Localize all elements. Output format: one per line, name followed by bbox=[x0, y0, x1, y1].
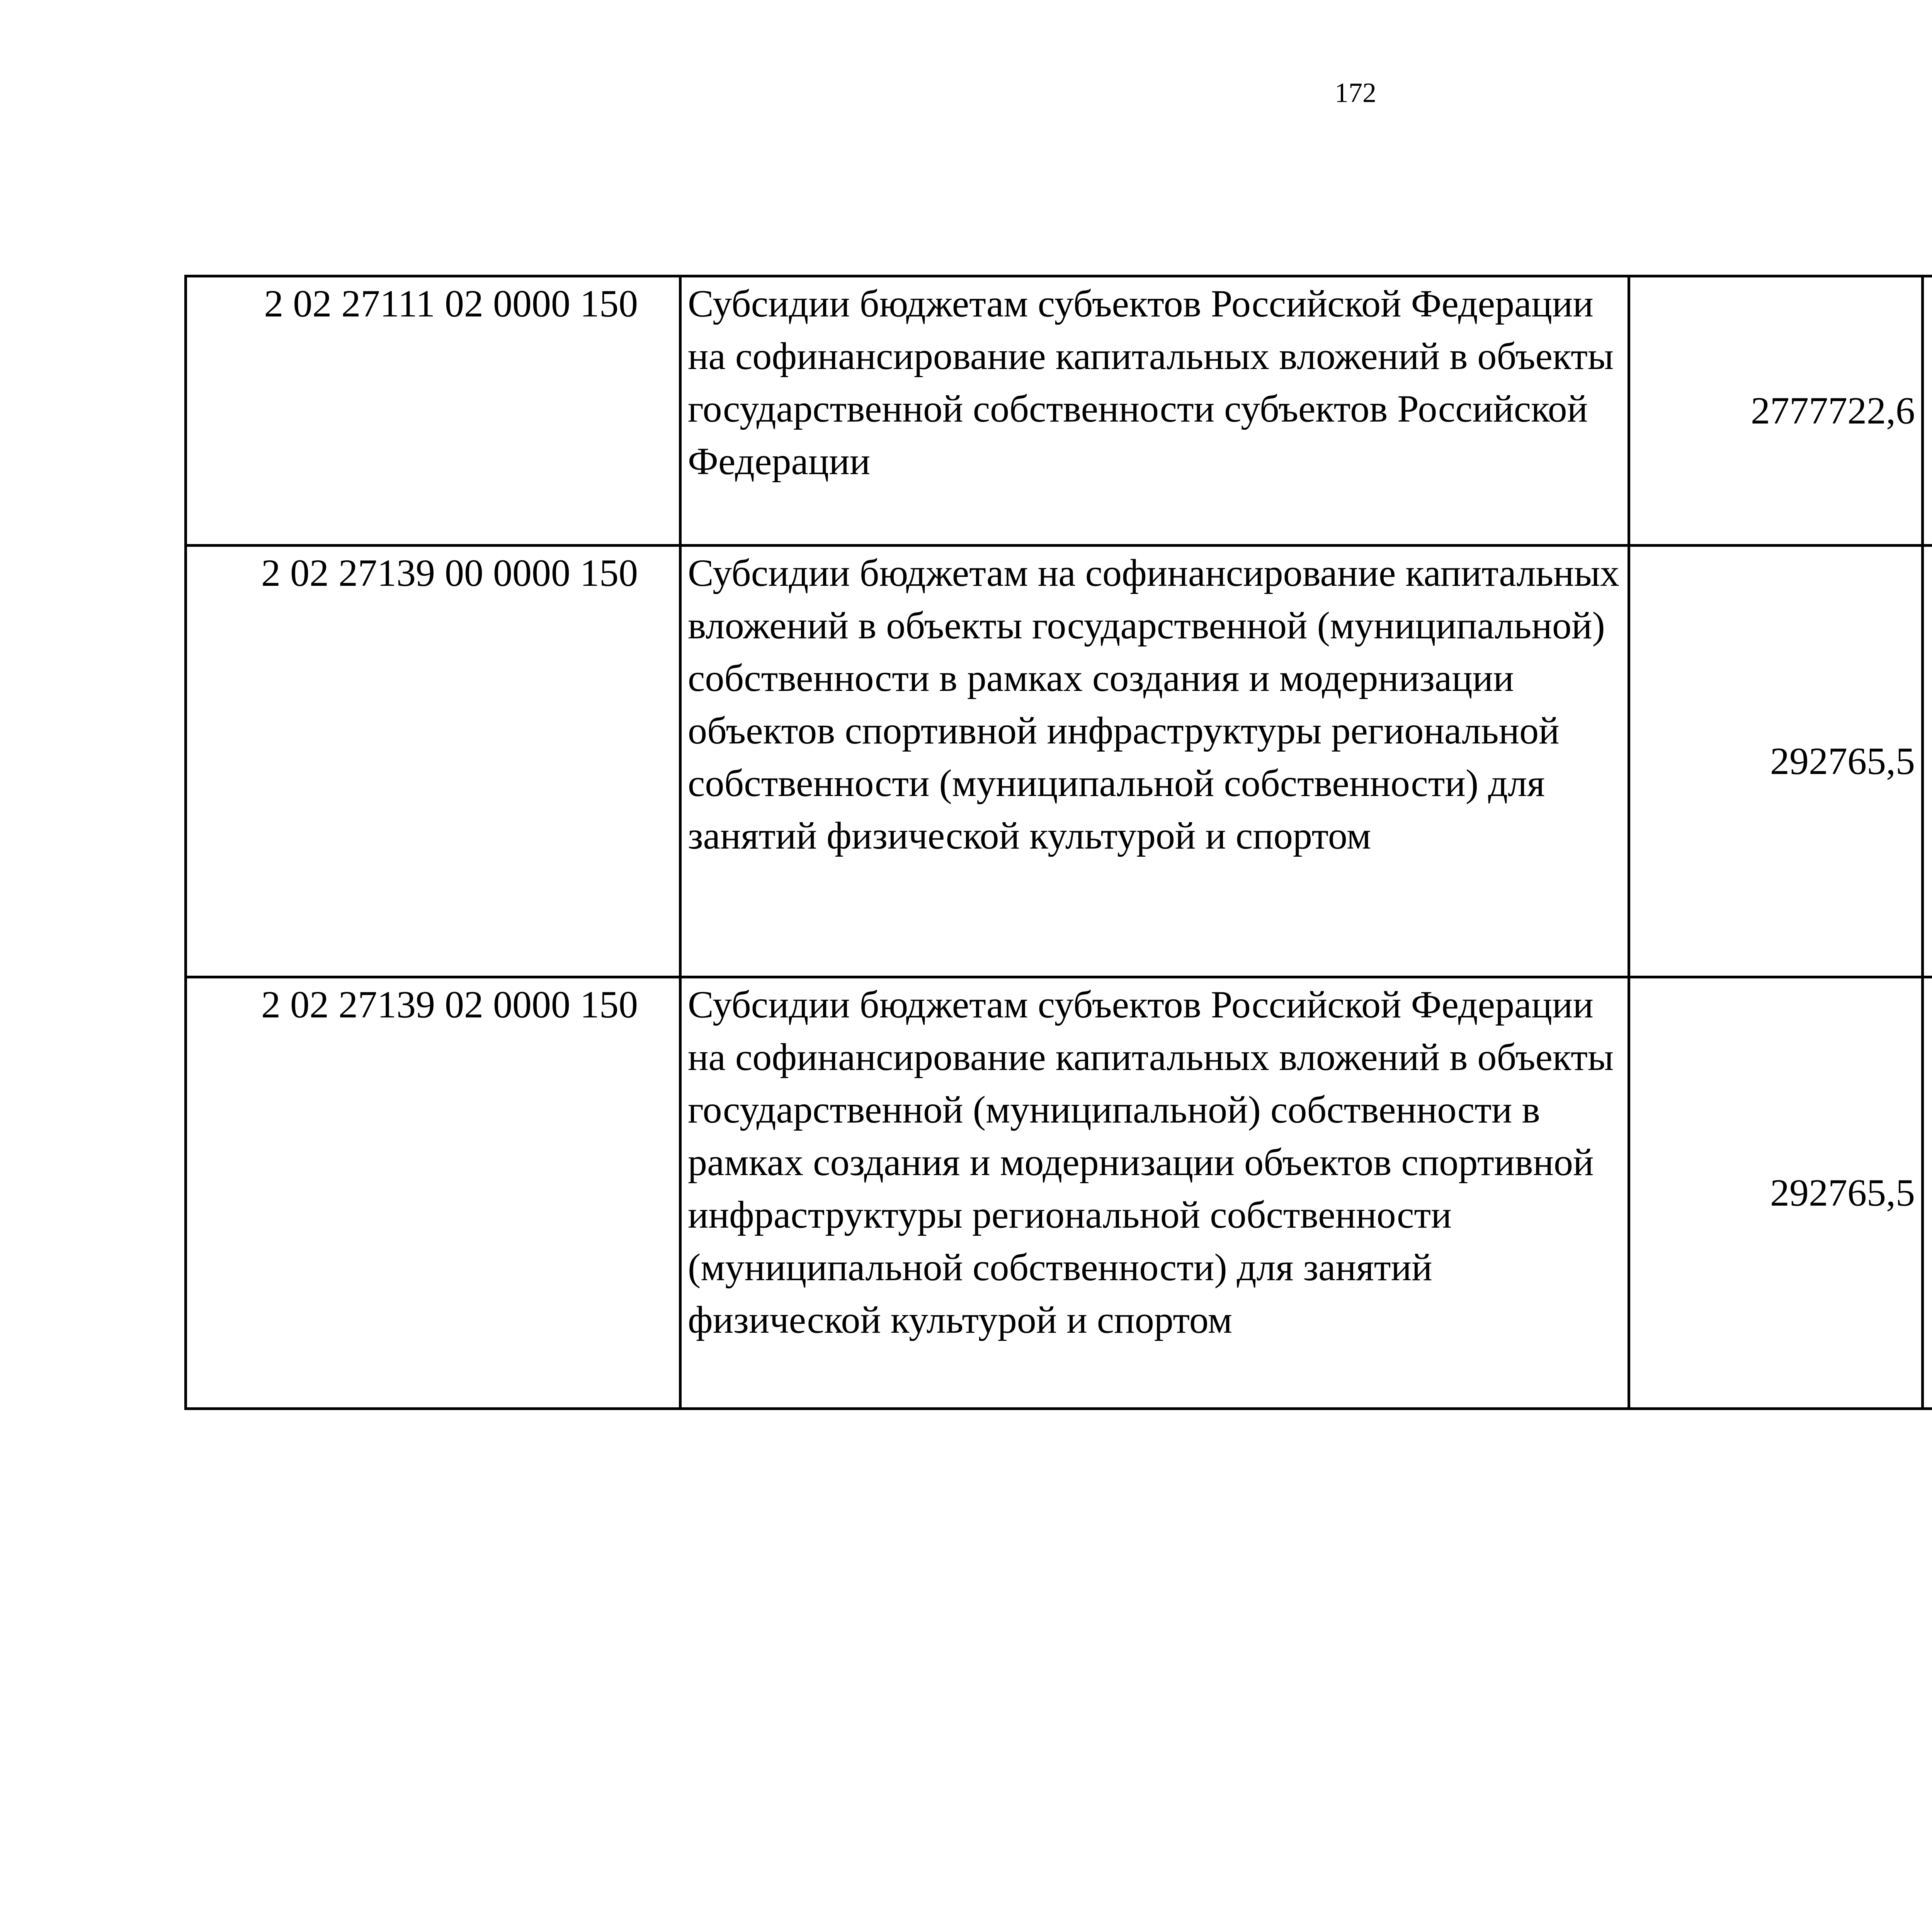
description-cell: Субсидии бюджетам субъектов Российской Федерации на софинансирование капитальных вложений в объекты государственной собственности субъектов Российской Федерации bbox=[680, 276, 1629, 546]
budget-code-cell: 2 02 27111 02 0000 150 bbox=[186, 276, 680, 546]
page-number: 172 bbox=[1335, 77, 1376, 108]
description-cell: Субсидии бюджетам на софинансирование капитальных вложений в объекты государственной (муниципальной) собственности в рамках создания и модернизации объектов спортивной инфраструктуры региональной собственности (муниципальной собственности) для занятий физической культурой и спортом bbox=[680, 546, 1629, 977]
value-cell-1: 292765,5 bbox=[1629, 546, 1923, 977]
table-row bbox=[186, 546, 1932, 977]
value-cell-1: 292765,5 bbox=[1629, 977, 1923, 1409]
table-row bbox=[186, 977, 1932, 1409]
budget-code-cell: 2 02 27139 02 0000 150 bbox=[186, 977, 680, 1409]
value-cell-2 bbox=[1923, 276, 1932, 546]
budget-table bbox=[184, 275, 1932, 1410]
description-cell: Субсидии бюджетам субъектов Российской Федерации на софинансирование капитальных вложений в объекты государственной (муниципальной) собственности в рамках создания и модернизации объектов спортивной инфраструктуры региональной собственности (муниципальной собственности) для занятий физической культурой и спортом bbox=[680, 977, 1629, 1409]
budget-code-cell: 2 02 27139 00 0000 150 bbox=[186, 546, 680, 977]
table-row bbox=[186, 276, 1932, 546]
value-cell-1: 2777722,6 bbox=[1629, 276, 1923, 546]
value-cell-2 bbox=[1923, 546, 1932, 977]
value-cell-2 bbox=[1923, 977, 1932, 1409]
